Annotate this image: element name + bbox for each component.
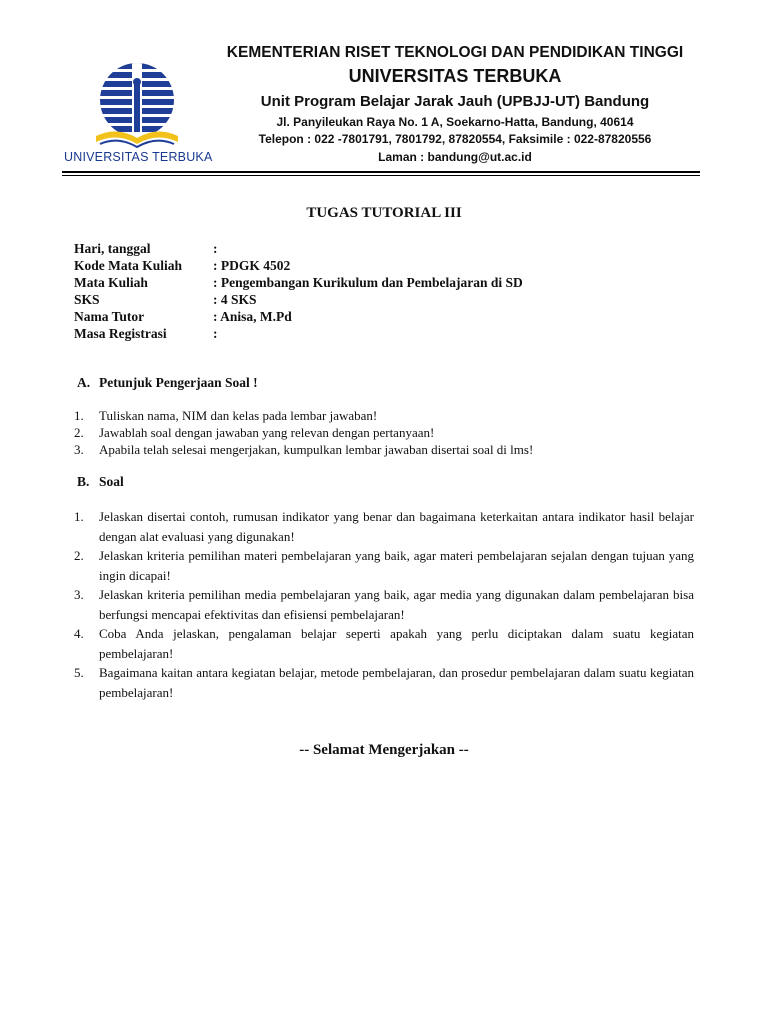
questions-list: [74, 507, 694, 702]
info-key: Masa Registrasi: [74, 326, 167, 341]
header-rule-thick: [62, 171, 700, 173]
list-item: [74, 663, 694, 702]
info-value: : Pengembangan Kurikulum dan Pembelajaran di SD: [213, 275, 523, 290]
item-text: Apabila telah selesai mengerjakan, kumpulkan lembar jawaban disertai soal di lms!: [99, 442, 534, 457]
list-item: [74, 624, 694, 663]
section-a-heading: [77, 375, 258, 391]
item-text: Jelaskan disertai contoh, rumusan indikator yang benar dan bagaimana keterkaitan antara indikator hasil belajar dengan alat evaluasi yang digunakan!: [99, 509, 694, 544]
info-key: Mata Kuliah: [74, 275, 148, 290]
info-value: : 4 SKS: [213, 292, 257, 307]
item-number: 2.: [74, 548, 84, 563]
header-rule-thin: [62, 175, 700, 176]
item-text: Bagaimana kaitan antara kegiatan belajar, metode pembelajaran, dan prosedur pembelajaran dalam suatu kegiatan pembelajaran!: [99, 665, 694, 700]
item-text: Jelaskan kriteria pemilihan materi pembelajaran yang baik, agar materi pembelajaran sejalan dengan tujuan yang ingin dicapai!: [99, 548, 694, 583]
info-value: : PDGK 4502: [213, 258, 291, 273]
logo-caption: UNIVERSITAS TERBUKA: [64, 150, 213, 164]
section-title: Soal: [99, 474, 124, 489]
item-text: Tuliskan nama, NIM dan kelas pada lembar jawaban!: [99, 408, 378, 423]
university-name: UNIVERSITAS TERBUKA: [348, 66, 562, 86]
address-line: Jl. Panyileukan Raya No. 1 A, Soekarno-Hatta, Bandung, 40614: [276, 115, 634, 129]
section-letter: A.: [77, 375, 91, 390]
info-value: :: [213, 241, 218, 256]
list-item: [74, 424, 694, 441]
info-key: SKS: [74, 292, 100, 307]
item-number: 5.: [74, 665, 84, 680]
item-number: 1.: [74, 408, 84, 423]
item-text: Jelaskan kriteria pemilihan media pembelajaran yang baik, agar media yang digunakan dalam pembelajaran bisa berfungsi mencapai efektivitas dan efisiensi pembelajaran!: [99, 587, 694, 622]
item-number: 4.: [74, 626, 84, 641]
closing-text: -- Selamat Mengerjakan --: [299, 742, 469, 758]
item-number: 2.: [74, 425, 84, 440]
list-item: [74, 546, 694, 585]
list-item: [74, 441, 694, 458]
item-number: 1.: [74, 509, 84, 524]
item-text: Coba Anda jelaskan, pengalaman belajar seperti apakah yang perlu diciptakan dalam suatu kegiatan pembelajaran!: [99, 626, 694, 661]
info-value: : Anisa, M.Pd: [213, 309, 292, 324]
instructions-list: [74, 407, 694, 458]
item-text: Jawablah soal dengan jawaban yang relevan dengan pertanyaan!: [99, 425, 435, 440]
section-b-heading: [77, 474, 124, 490]
ministry-name: KEMENTERIAN RISET TEKNOLOGI DAN PENDIDIKAN TINGGI: [226, 44, 684, 61]
section-letter: B.: [77, 474, 90, 489]
info-key: Kode Mata Kuliah: [74, 258, 183, 273]
unit-name: Unit Program Belajar Jarak Jauh (UPBJJ-UT) Bandung: [260, 93, 650, 110]
list-item: [74, 507, 694, 546]
info-key: Nama Tutor: [74, 309, 145, 324]
info-key: Hari, tanggal: [74, 241, 151, 256]
section-title: Petunjuk Pengerjaan Soal !: [99, 375, 258, 390]
phone-line: Telepon : 022 -7801791, 7801792, 87820554, Faksimile : 022-87820556: [258, 132, 652, 146]
list-item: [74, 585, 694, 624]
web-line: Laman : bandung@ut.ac.id: [378, 150, 532, 164]
info-value: :: [213, 326, 218, 341]
item-number: 3.: [74, 442, 84, 457]
document-title: TUGAS TUTORIAL III: [306, 205, 462, 221]
list-item: [74, 407, 694, 424]
item-number: 3.: [74, 587, 84, 602]
